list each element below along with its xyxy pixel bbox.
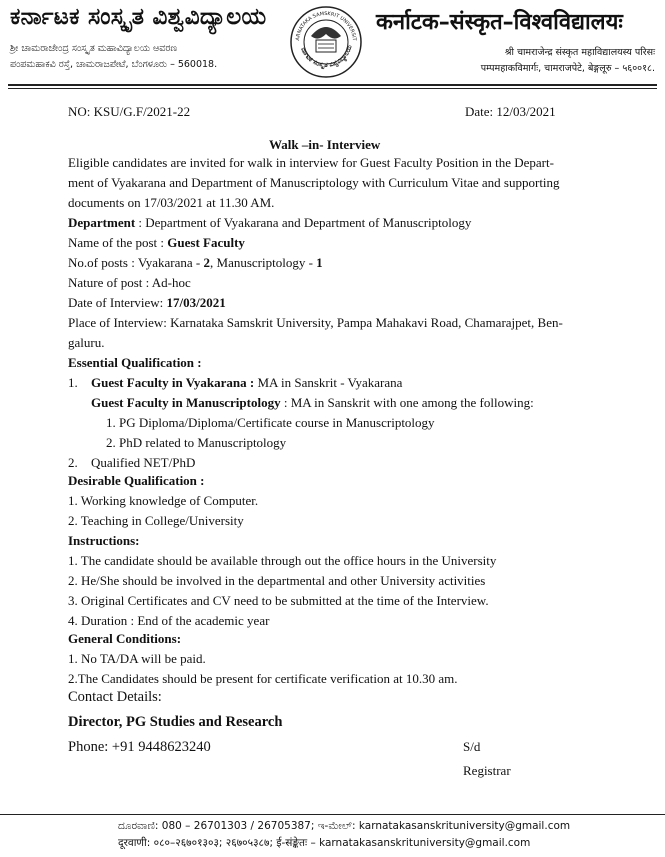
intro-line-3: documents on 17/03/2021 at 11.30 AM. — [68, 195, 275, 210]
general-condition-1: 1. No TA/DA will be paid. — [68, 651, 206, 666]
desirable-qualification-heading: Desirable Qualification : — [68, 473, 205, 488]
post-name-value: Guest Faculty — [167, 235, 245, 250]
letter-date: Date: 12/03/2021 — [465, 104, 556, 119]
kannada-university-name: ಕರ್ನಾಟಕ ಸಂಸ್ಕೃತ ವಿಶ್ವವಿದ್ಯಾಲಯ — [10, 4, 267, 30]
essential-item-2: Qualified NET/PhD — [91, 455, 196, 470]
essential-item-1 — [91, 375, 402, 391]
desirable-item-1: 1. Working knowledge of Computer. — [68, 493, 259, 508]
reference-number: NO: KSU/G.F/2021-22 — [68, 104, 191, 119]
nature-of-post: Nature of post : Ad-hoc — [68, 275, 191, 290]
essential-item-1-label: Guest Faculty in Vyakarana : — [91, 375, 255, 390]
header-divider-thin — [8, 88, 657, 89]
kannada-address-line2: ಪಂಪಮಹಾಕವಿ ರಸ್ತೆ, ಚಾಮರಾಜಪೇಟೆ, ಬೆಂಗಳೂರು – 560018. — [10, 59, 218, 70]
post-name-line — [68, 235, 245, 251]
posts-label: No.of posts : Vyakarana - — [68, 255, 204, 270]
number-of-posts-line — [68, 255, 323, 271]
hindi-address-line1: श्री चामराजेन्द्र संस्कृत महाविद्यालयस्य परिसः — [504, 47, 655, 58]
intro-line-2: ment of Vyakarana and Department of Manuscriptology with Curriculum Vitae and supporting — [68, 175, 560, 190]
manuscriptology-count: 1 — [316, 255, 323, 270]
post-name-label: Name of the post : — [68, 235, 168, 250]
notice-title: Walk –in- Interview — [269, 137, 381, 152]
essential-qualification-heading: Essential Qualification : — [68, 355, 202, 370]
header-divider — [8, 84, 657, 86]
essential-subitem-2: 2. PhD related to Manuscriptology — [106, 435, 287, 450]
contact-details-label: Contact Details: — [68, 689, 162, 705]
footer-contact-hindi: दूरवाणी: ०८०–२६७०१३०३; २६७०५३८७; ई-संङ्केतः – karnatakasanskrituniversity@gmail.com — [118, 837, 531, 849]
instruction-item-3: 3. Original Certificates and CV need to be submitted at the time of the Interview. — [68, 593, 489, 608]
instructions-heading: Instructions: — [68, 533, 140, 548]
posts-mid-text: , Manuscriptology - — [210, 255, 317, 270]
department-label: Department — [68, 215, 136, 230]
registrar-title: Registrar — [463, 763, 511, 778]
essential-item-1b-value: : MA in Sanskrit with one among the following: — [283, 395, 534, 410]
director-title: Director, PG Studies and Research — [68, 714, 283, 730]
instruction-item-2: 2. He/She should be involved in the departmental and other University activities — [68, 573, 486, 588]
department-line — [68, 215, 471, 231]
essential-item-2-number: 2. — [68, 455, 78, 470]
desirable-item-2: 2. Teaching in College/University — [68, 513, 244, 528]
footer-divider — [0, 814, 665, 815]
seal-bottom-text: ಕರ್ನಾಟಕ ಸಂಸ್ಕೃತ ವಿಶ್ವವಿದ್ಯಾಲಯ — [299, 43, 354, 69]
university-seal — [289, 4, 363, 80]
kannada-address-line1: ಶ್ರೀ ಚಾಮರಾಜೇಂದ್ರ ಸಂಸ್ಕೃತ ಮಹಾವಿದ್ಯಾಲಯ ಆವರಣ — [10, 43, 178, 54]
general-conditions-heading: General Conditions: — [68, 631, 182, 646]
instruction-item-1: 1. The candidate should be available through out the office hours in the University — [68, 553, 497, 568]
intro-line-1: Eligible candidates are invited for walk in interview for Guest Faculty Position in the Depart- — [68, 155, 554, 170]
phone-number: Phone: +91 9448623240 — [68, 739, 211, 755]
instruction-item-4: 4. Duration : End of the academic year — [68, 613, 270, 628]
hindi-university-name: कर्नाटक–संस्कृत–विश्वविद्यालयः — [376, 10, 623, 35]
essential-item-1b-label: Guest Faculty in Manuscriptology — [91, 395, 281, 410]
footer-contact-kannada: ದೂರವಾಣಿ: 080 – 26701303 / 26705387; ಇ-ಮೇಲ್: karnatakasanskrituniversity@gmail.com — [118, 820, 571, 832]
essential-item-1-value: MA in Sanskrit - Vyakarana — [254, 375, 403, 390]
place-line-2: galuru. — [68, 335, 105, 350]
signature-sd: S/d — [463, 739, 481, 754]
interview-date-line — [68, 295, 226, 311]
interview-date-label: Date of Interview: — [68, 295, 167, 310]
essential-item-1-number: 1. — [68, 375, 78, 390]
vyakarana-count: 2 — [203, 255, 211, 270]
essential-subitem-1: 1. PG Diploma/Diploma/Certificate course in Manuscriptology — [106, 415, 435, 430]
department-value: : Department of Vyakarana and Department of Manuscriptology — [135, 215, 472, 230]
seal-text: ARNATAKA SAMSKRIT UNIVERSIT — [295, 10, 357, 42]
interview-date-value: 17/03/2021 — [166, 295, 226, 310]
hindi-address-line2: पम्पमहाकविमार्गः, चामराजपेटे, बेङ्गलूरु – ५६००१८. — [480, 63, 655, 74]
place-line-1: Place of Interview: Karnataka Samskrit University, Pampa Mahakavi Road, Chamarajpet, Ben- — [68, 315, 563, 330]
general-condition-2: 2.The Candidates should be present for certificate verification at 10.30 am. — [68, 671, 458, 686]
essential-item-1b — [91, 395, 534, 411]
